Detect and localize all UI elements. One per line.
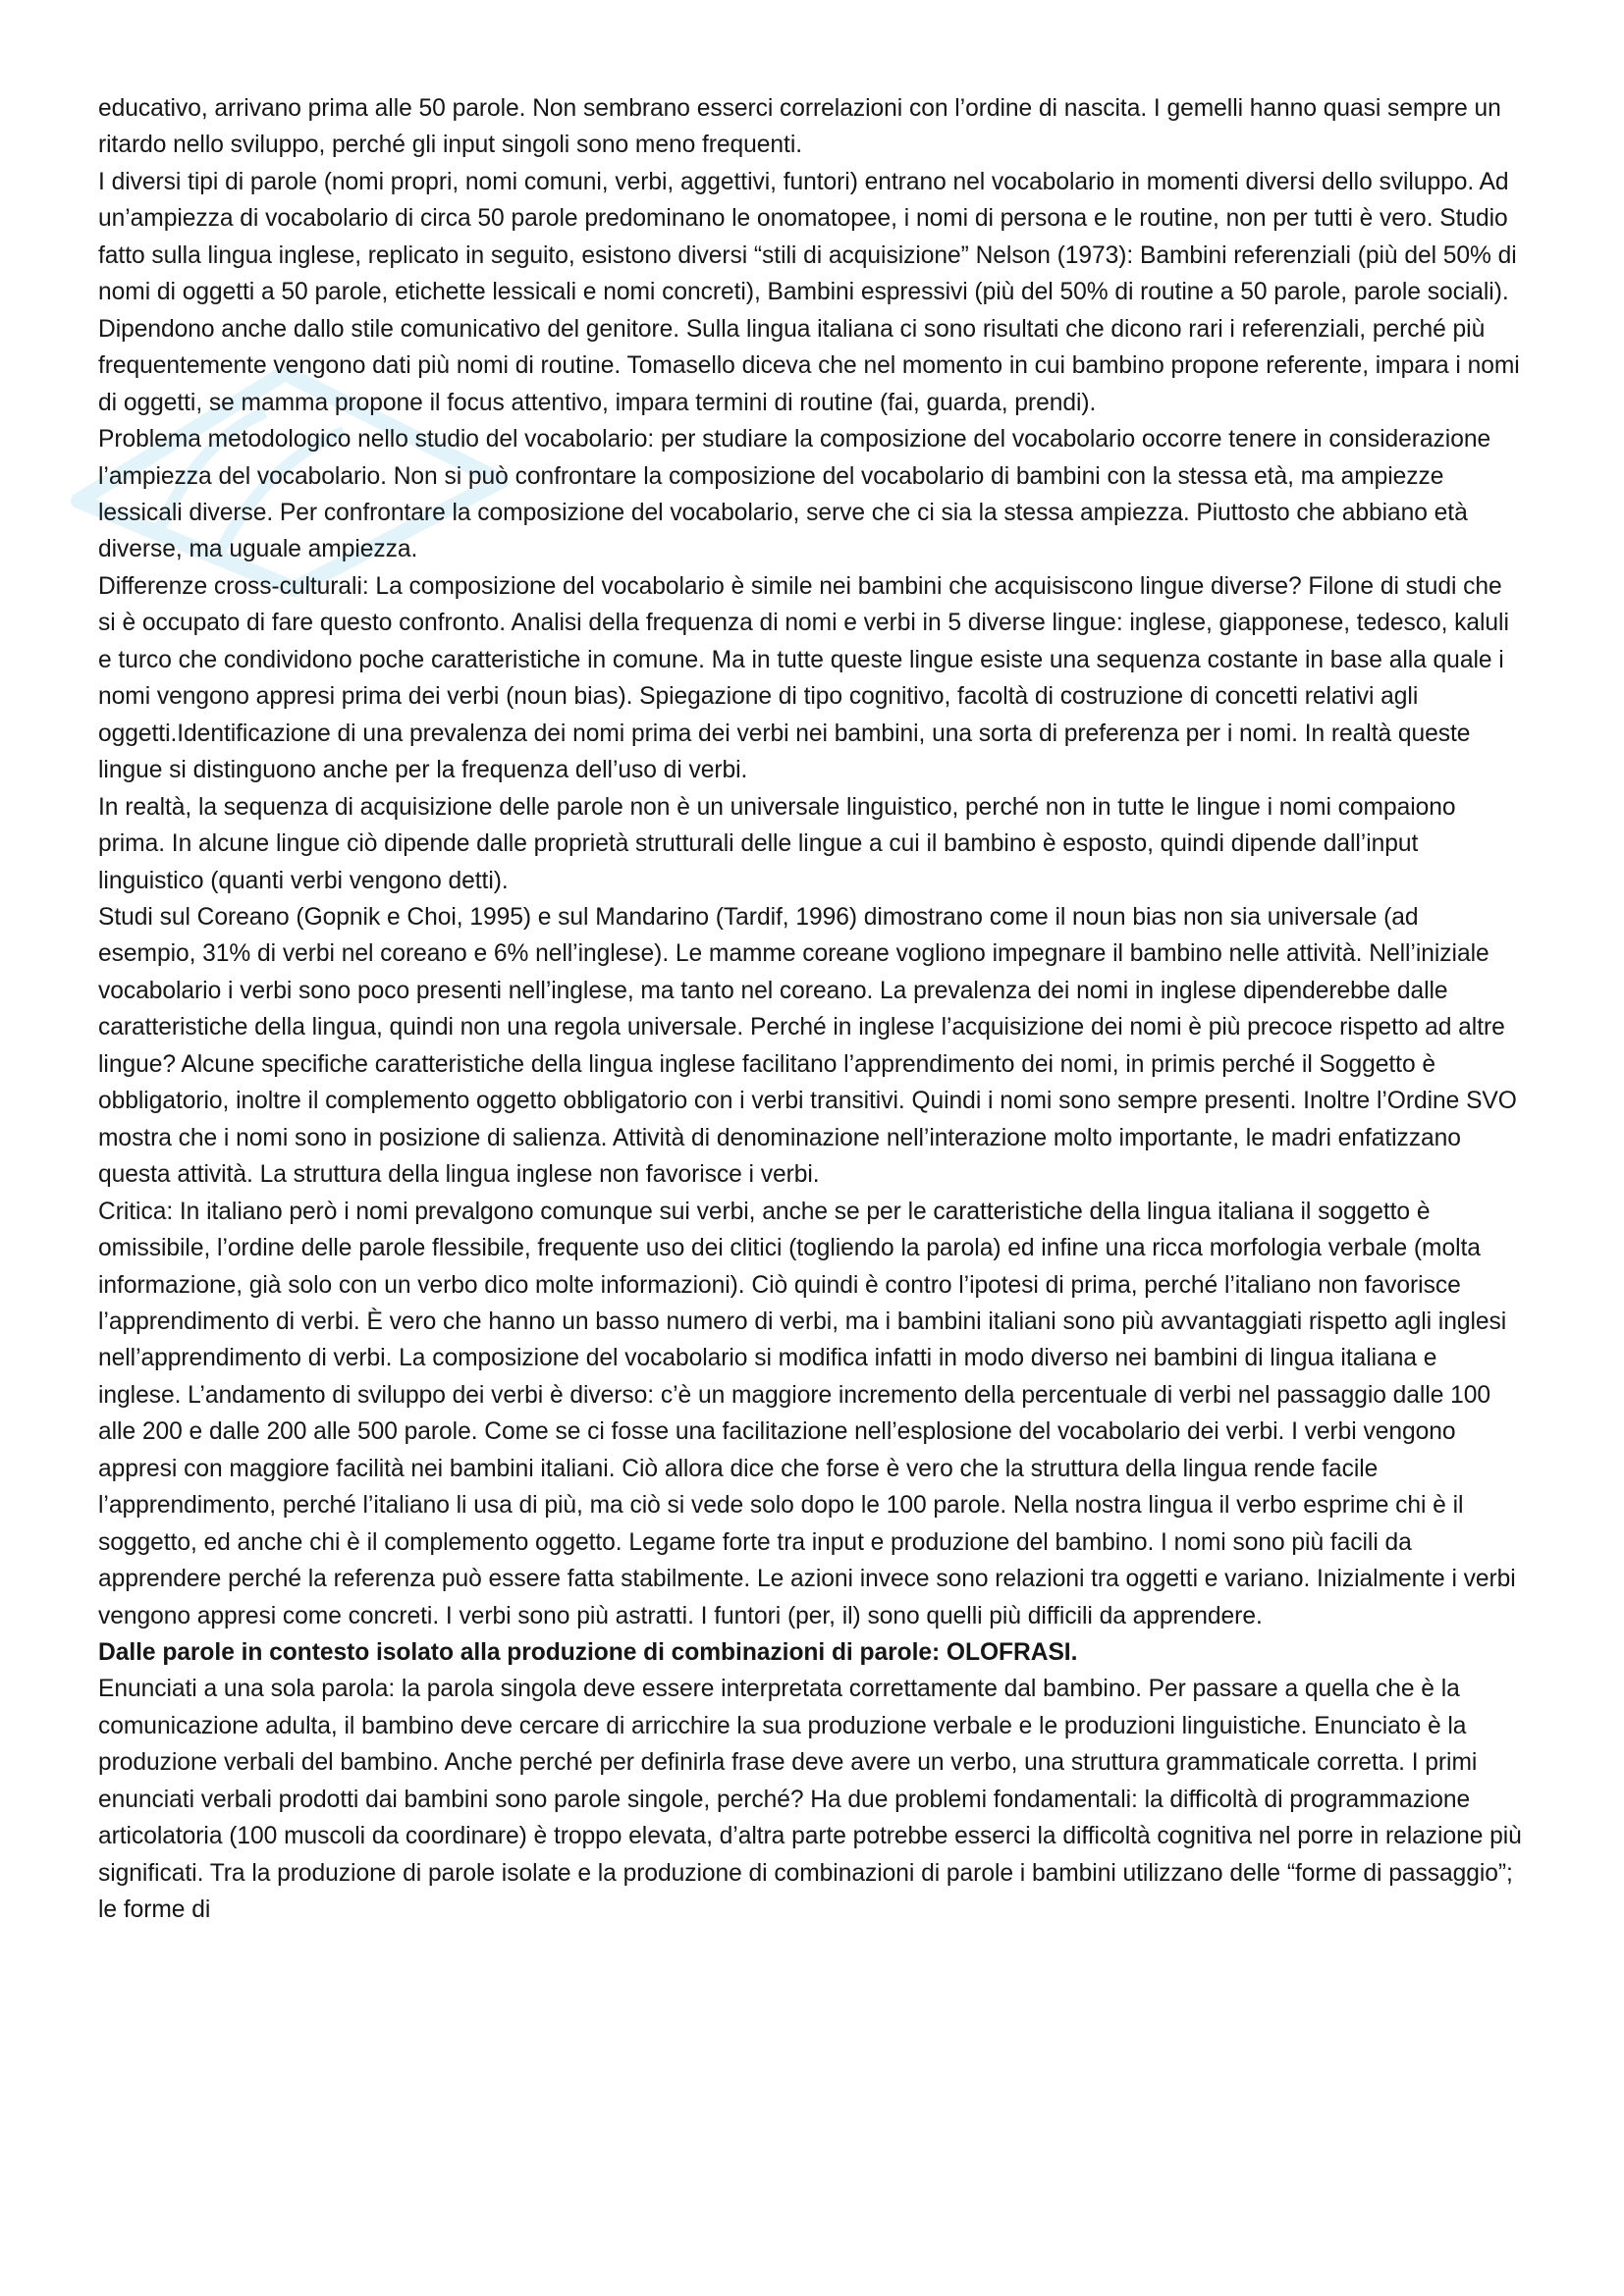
- section-heading: Dalle parole in contesto isolato alla produzione di combinazioni di parole: OLOFRASI.: [98, 1639, 1078, 1667]
- paragraph: Studi sul Coreano (Gopnik e Choi, 1995) e sul Mandarino (Tardif, 1996) dimostrano come il noun bias non sia universale (ad esempio, 31% di verbi nel coreano e 6% nell’inglese). Le mamme coreane vogliono impegnare il bambino nelle attività. Nell’iniziale vocabolario i verbi sono poco presenti nell’inglese, ma tanto nel coreano. La prevalenza dei nomi in inglese dipenderebbe dalle caratteristiche della lingua, quindi non una regola universale. Perché in inglese l’acquisizione dei nomi è più precoce rispetto ad altre lingue? Alcune specifiche caratteristiche della lingua inglese facilitano l’apprendimento dei nomi, in primis perché il Soggetto è obbligatorio, inoltre il complemento oggetto obbligatorio con i verbi transitivi. Quindi i nomi sono sempre presenti. Inoltre l’Ordine SVO mostra che i nomi sono in posizione di salienza. Attività di denominazione nell’interazione molto importante, le madri enfatizzano questa attività. La struttura della lingua inglese non favorisce i verbi.: [98, 903, 1517, 1189]
- paragraph: Problema metodologico nello studio del vocabolario: per studiare la composizione del vocabolario occorre tenere in considerazione l’ampiezza del vocabolario. Non si può confrontare la composizione del vocabolario di bambini con la stessa età, ma ampiezze lessicali diverse. Per confrontare la composizione del vocabolario, serve che ci sia la stessa ampiezza. Piuttosto che abbiano età diverse, ma uguale ampiezza.: [98, 426, 1491, 563]
- paragraph: Critica: In italiano però i nomi prevalgono comunque sui verbi, anche se per le caratteristiche della lingua italiana il soggetto è omissibile, l’ordine delle parole flessibile, frequente uso dei clitici (togliendo la parola) ed infine una ricca morfologia verbale (molta informazione, già solo con un verbo dico molte informazioni). Ciò quindi è contro l’ipotesi di prima, perché l’italiano non favorisce l’apprendimento di verbi. È vero che hanno un basso numero di verbi, ma i bambini italiani sono più avvantaggiati rispetto agli inglesi nell’apprendimento di verbi. La composizione del vocabolario si modifica infatti in modo diverso nei bambini di lingua italiana e inglese. L’andamento di sviluppo dei verbi è diverso: c’è un maggiore incremento della percentuale di verbi nel passaggio dalle 100 alle 200 e dalle 200 alle 500 parole. Come se ci fosse una facilitazione nell’esplosione del vocabolario dei verbi. I verbi vengono appresi con maggiore facilità nei bambini italiani. Ciò allora dice che forse è vero che la struttura della lingua rende facile l’apprendimento, perché l’italiano li usa di più, ma ciò si vede solo dopo le 100 parole. Nella nostra lingua il verbo esprime chi è il soggetto, ed anche chi è il complemento oggetto. Legame forte tra input e produzione del bambino. I nomi sono più facili da apprendere perché la referenza può essere fatta stabilmente. Le azioni invece sono relazioni tra oggetti e variano. Inizialmente i verbi vengono appresi come concreti. I verbi sono più astratti. I funtori (per, il) sono quelli più difficili da apprendere.: [98, 1198, 1516, 1629]
- document-page: [98, 90, 1522, 1929]
- paragraph: I diversi tipi di parole (nomi propri, nomi comuni, verbi, aggettivi, funtori) entrano nel vocabolario in momenti diversi dello sviluppo. Ad un’ampiezza di vocabolario di circa 50 parole predominano le onomatopee, i nomi di persona e le routine, non per tutti è vero. Studio fatto sulla lingua inglese, replicato in seguito, esistono diversi “stili di acquisizione” Nelson (1973): Bambini referenziali (più del 50% di nomi di oggetti a 50 parole, etichette lessicali e nomi concreti), Bambini espressivi (più del 50% di routine a 50 parole, parole sociali). Dipendono anche dallo stile comunicativo del genitore. Sulla lingua italiana ci sono risultati che dicono rari i referenziali, perché più frequentemente vengono dati più nomi di routine. Tomasello diceva che nel momento in cui bambino propone referente, impara i nomi di oggetti, se mamma propone il focus attentivo, impara termini di routine (fai, guarda, prendi).: [98, 168, 1520, 416]
- paragraph: Differenze cross-culturali: La composizione del vocabolario è simile nei bambini che acquisiscono lingue diverse? Filone di studi che si è occupato di fare questo confronto. Analisi della frequenza di nomi e verbi in 5 diverse lingue: inglese, giapponese, tedesco, kaluli e turco che condividono poche caratteristiche in comune. Ma in tutte queste lingue esiste una sequenza costante in base alla quale i nomi vengono appresi prima dei verbi (noun bias). Spiegazione di tipo cognitivo, facoltà di costruzione di concetti relativi agli oggetti.Identificazione di una prevalenza dei nomi prima dei verbi nei bambini, una sorta di preferenza per i nomi. In realtà queste lingue si distinguono anche per la frequenza dell’uso di verbi.: [98, 572, 1509, 784]
- paragraph: educativo, arrivano prima alle 50 parole. Non sembrano esserci correlazioni con l’ordine di nascita. I gemelli hanno quasi sempre un ritardo nello sviluppo, perché gli input singoli sono meno frequenti.: [98, 95, 1501, 159]
- paragraph: Enunciati a una sola parola: la parola singola deve essere interpretata correttamente dal bambino. Per passare a quella che è la comunicazione adulta, il bambino deve cercare di arricchire la sua produzione verbale e le produzioni linguistiche. Enunciato è la produzione verbali del bambino. Anche perché per definirla frase deve avere un verbo, una struttura grammaticale corretta. I primi enunciati verbali prodotti dai bambini sono parole singole, perché? Ha due problemi fondamentali: la difficoltà di programmazione articolatoria (100 muscoli da coordinare) è troppo elevata, d’altra parte potrebbe esserci la difficoltà cognitiva nel porre in relazione più significati. Tra la produzione di parole isolate e la produzione di combinazioni di parole i bambini utilizzano delle “forme di passaggio”; le forme di: [98, 1676, 1522, 1924]
- paragraph: In realtà, la sequenza di acquisizione delle parole non è un universale linguistico, perché non in tutte le lingue i nomi compaiono prima. In alcune lingue ciò dipende dalle proprietà strutturali delle lingue a cui il bambino è esposto, quindi dipende dall’input linguistico (quanti verbi vengono detti).: [98, 793, 1456, 894]
